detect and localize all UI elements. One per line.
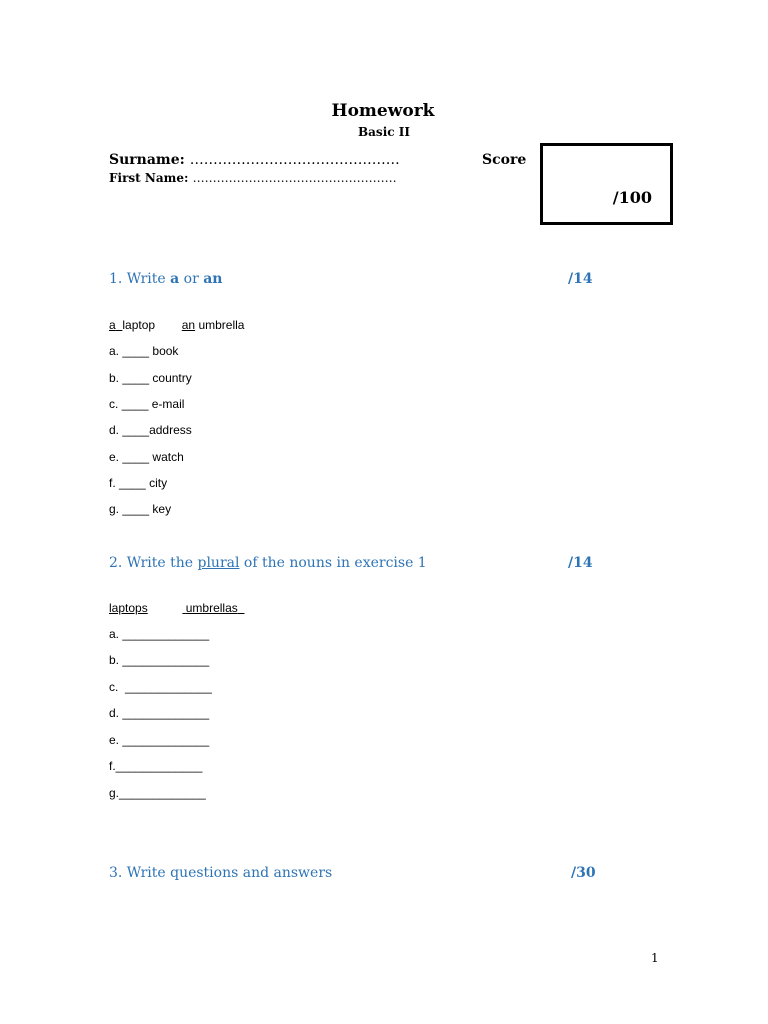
item-letter: b. xyxy=(109,371,120,385)
item-blank[interactable]: _____________ xyxy=(115,759,203,773)
section2-example xyxy=(109,601,244,615)
section2-item[interactable] xyxy=(109,627,209,641)
section1-item[interactable] xyxy=(109,450,184,464)
section2-number: 2. xyxy=(109,555,123,571)
section2-plural: plural xyxy=(197,555,240,571)
section1-or: or xyxy=(179,271,204,287)
section3-text: Write questions and answers xyxy=(122,865,333,881)
section2-item[interactable] xyxy=(109,653,209,667)
item-letter: f. xyxy=(109,476,116,490)
item-word: book xyxy=(152,344,179,358)
item-letter: c. xyxy=(109,680,119,694)
section2-item[interactable] xyxy=(109,759,202,773)
item-letter: a. xyxy=(109,627,120,641)
item-blank[interactable]: _____________ xyxy=(119,786,206,800)
section3-number: 3. xyxy=(109,865,123,881)
item-blank[interactable]: ____ xyxy=(119,476,146,490)
section2-item[interactable] xyxy=(109,733,209,747)
item-letter: b. xyxy=(109,653,120,667)
section1-a: a xyxy=(170,271,180,287)
item-letter: e. xyxy=(109,450,120,464)
item-letter: d. xyxy=(109,423,120,437)
section1-item[interactable] xyxy=(109,344,178,358)
example-plural-1: laptops xyxy=(109,601,148,615)
section2-text-after: of the nouns in exercise 1 xyxy=(239,555,427,571)
item-blank[interactable]: _____________ xyxy=(122,627,210,641)
item-blank[interactable]: ____ xyxy=(122,423,150,437)
firstname-field[interactable] xyxy=(109,171,397,185)
page-number: 1 xyxy=(651,951,659,965)
section2-item[interactable] xyxy=(109,680,212,694)
example-an: an xyxy=(181,318,196,332)
surname-label: Surname: xyxy=(109,152,185,168)
item-word: city xyxy=(149,476,168,490)
section1-item[interactable] xyxy=(109,476,167,490)
item-word: e-mail xyxy=(151,397,185,411)
item-letter: c. xyxy=(109,397,119,411)
page-subtitle: Basic II xyxy=(358,125,410,139)
section1-text-before: Write xyxy=(122,271,171,287)
score-total: /100 xyxy=(612,188,652,207)
item-blank[interactable]: ____ xyxy=(122,502,150,516)
surname-field[interactable] xyxy=(109,152,400,168)
item-letter: e. xyxy=(109,733,120,747)
section1-example xyxy=(109,318,244,332)
item-letter: f. xyxy=(109,759,116,773)
item-blank[interactable]: _____________ xyxy=(122,706,210,720)
section1-item[interactable] xyxy=(109,397,184,411)
item-blank[interactable]: _____________ xyxy=(122,733,210,747)
section1-heading xyxy=(109,271,222,287)
section1-item[interactable] xyxy=(109,371,192,385)
section1-an: an xyxy=(203,271,223,287)
example-word1: laptop xyxy=(122,318,156,332)
score-box xyxy=(540,143,673,225)
item-letter: d. xyxy=(109,706,120,720)
example-plural-2: umbrellas xyxy=(185,601,238,615)
section2-heading xyxy=(109,555,427,571)
item-letter: g. xyxy=(109,502,120,516)
item-letter: g. xyxy=(109,786,120,800)
section3-points: /30 xyxy=(571,865,596,881)
section2-points: /14 xyxy=(568,555,593,571)
surname-dots: ……………………………………… xyxy=(189,152,400,168)
item-blank[interactable]: _____________ xyxy=(122,653,210,667)
section2-item[interactable] xyxy=(109,786,206,800)
section1-item[interactable] xyxy=(109,502,171,516)
firstname-dots: …………………………………………… xyxy=(192,171,397,185)
item-word: watch xyxy=(152,450,184,464)
example-a: a xyxy=(109,318,116,332)
section1-number: 1. xyxy=(109,271,123,287)
item-blank[interactable]: ____ xyxy=(122,344,150,358)
score-label: Score xyxy=(482,152,527,168)
section3-heading xyxy=(109,865,332,881)
section2-item[interactable] xyxy=(109,706,209,720)
item-word: country xyxy=(152,371,192,385)
item-blank[interactable]: ____ xyxy=(122,450,150,464)
item-blank[interactable]: _____________ xyxy=(125,680,212,694)
item-blank[interactable]: ____ xyxy=(121,397,149,411)
item-blank[interactable]: ____ xyxy=(122,371,150,385)
item-letter: a. xyxy=(109,344,120,358)
item-word: key xyxy=(152,502,172,516)
firstname-label: First Name: xyxy=(109,171,189,185)
page-title: Homework xyxy=(331,101,435,121)
section1-item[interactable] xyxy=(109,423,192,437)
item-word: address xyxy=(149,423,192,437)
section2-text-before: Write the xyxy=(122,555,198,571)
example-word2: umbrella xyxy=(195,318,245,332)
section1-points: /14 xyxy=(568,271,593,287)
